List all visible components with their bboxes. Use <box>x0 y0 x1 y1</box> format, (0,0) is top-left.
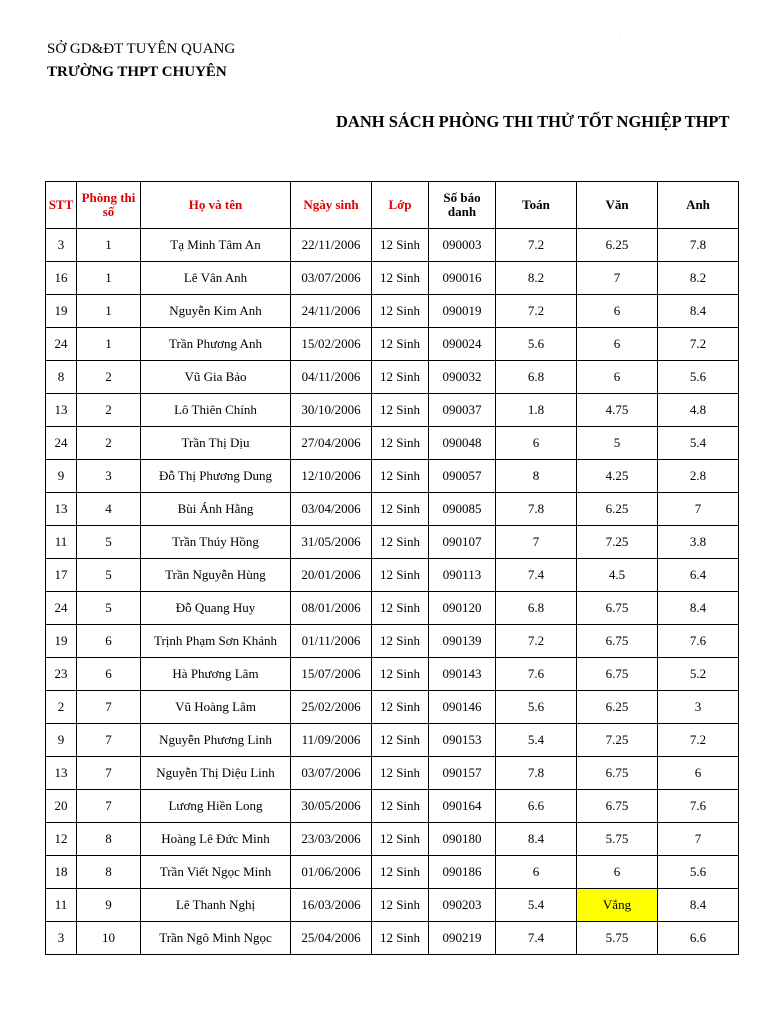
cell-name: Vũ Hoàng Lâm <box>141 691 291 724</box>
cell-dob: 11/09/2006 <box>291 724 372 757</box>
cell-sbd: 090219 <box>429 922 496 955</box>
cell-math: 5.6 <box>496 691 577 724</box>
col-header-sbd <box>429 182 496 229</box>
col-header-math: Toán <box>496 182 577 229</box>
cell-lit: 7 <box>577 262 658 295</box>
table-row <box>46 361 739 394</box>
cell-sbd: 090203 <box>429 889 496 922</box>
cell-eng: 6.6 <box>658 922 739 955</box>
table-row <box>46 229 739 262</box>
cell-lit: 6.75 <box>577 658 658 691</box>
cell-eng: 8.2 <box>658 262 739 295</box>
cell-sbd: 090139 <box>429 625 496 658</box>
cell-name: Nguyễn Phương Linh <box>141 724 291 757</box>
cell-math: 8.2 <box>496 262 577 295</box>
cell-room: 7 <box>77 724 141 757</box>
cell-stt: 13 <box>46 493 77 526</box>
cell-class: 12 Sinh <box>372 394 429 427</box>
col-header-eng: Anh <box>658 182 739 229</box>
cell-eng: 5.2 <box>658 658 739 691</box>
cell-stt: 9 <box>46 724 77 757</box>
cell-stt: 19 <box>46 295 77 328</box>
cell-eng: 2.8 <box>658 460 739 493</box>
cell-name: Lương Hiền Long <box>141 790 291 823</box>
cell-class: 12 Sinh <box>372 427 429 460</box>
cell-name: Lê Vân Anh <box>141 262 291 295</box>
faint-watermark-text: · · · · · · <box>600 32 652 42</box>
cell-lit: 6 <box>577 856 658 889</box>
cell-stt: 23 <box>46 658 77 691</box>
cell-sbd: 090032 <box>429 361 496 394</box>
cell-room: 1 <box>77 262 141 295</box>
cell-eng: 8.4 <box>658 295 739 328</box>
cell-class: 12 Sinh <box>372 757 429 790</box>
cell-sbd: 090164 <box>429 790 496 823</box>
exam-room-table <box>45 181 739 955</box>
cell-dob: 08/01/2006 <box>291 592 372 625</box>
table-row <box>46 559 739 592</box>
cell-name: Nguyễn Thị Diệu Linh <box>141 757 291 790</box>
cell-sbd: 090016 <box>429 262 496 295</box>
cell-eng: 8.4 <box>658 592 739 625</box>
cell-dob: 12/10/2006 <box>291 460 372 493</box>
cell-stt: 12 <box>46 823 77 856</box>
page-title: DANH SÁCH PHÒNG THI THỬ TỐT NGHIỆP THPT <box>336 112 730 131</box>
cell-stt: 13 <box>46 757 77 790</box>
cell-name: Tạ Minh Tâm An <box>141 229 291 262</box>
cell-dob: 20/01/2006 <box>291 559 372 592</box>
col-header-lit: Văn <box>577 182 658 229</box>
cell-room: 5 <box>77 526 141 559</box>
cell-room: 9 <box>77 889 141 922</box>
cell-lit: 4.5 <box>577 559 658 592</box>
cell-sbd: 090019 <box>429 295 496 328</box>
cell-room: 1 <box>77 295 141 328</box>
cell-class: 12 Sinh <box>372 229 429 262</box>
cell-stt: 17 <box>46 559 77 592</box>
table-row <box>46 658 739 691</box>
cell-name: Nguyễn Kim Anh <box>141 295 291 328</box>
cell-dob: 30/05/2006 <box>291 790 372 823</box>
table-row <box>46 724 739 757</box>
cell-lit: 6.75 <box>577 790 658 823</box>
table-row <box>46 493 739 526</box>
cell-name: Trần Ngô Minh Ngọc <box>141 922 291 955</box>
cell-lit: 6 <box>577 295 658 328</box>
cell-math: 7.4 <box>496 922 577 955</box>
cell-sbd: 090048 <box>429 427 496 460</box>
table-row <box>46 262 739 295</box>
col-header-sbd-line2: danh <box>447 204 477 219</box>
cell-eng: 4.8 <box>658 394 739 427</box>
cell-name: Hoàng Lê Đức Minh <box>141 823 291 856</box>
cell-name: Lô Thiên Chính <box>141 394 291 427</box>
cell-stt: 3 <box>46 922 77 955</box>
cell-dob: 03/04/2006 <box>291 493 372 526</box>
cell-lit: 5.75 <box>577 922 658 955</box>
cell-math: 6.8 <box>496 592 577 625</box>
cell-dob: 15/02/2006 <box>291 328 372 361</box>
cell-eng: 5.6 <box>658 856 739 889</box>
cell-sbd: 090143 <box>429 658 496 691</box>
cell-class: 12 Sinh <box>372 526 429 559</box>
cell-class: 12 Sinh <box>372 823 429 856</box>
cell-eng: 7.8 <box>658 229 739 262</box>
cell-math: 6 <box>496 427 577 460</box>
table-row <box>46 757 739 790</box>
table-row <box>46 592 739 625</box>
cell-class: 12 Sinh <box>372 790 429 823</box>
cell-sbd: 090157 <box>429 757 496 790</box>
cell-sbd: 090085 <box>429 493 496 526</box>
table-row <box>46 427 739 460</box>
cell-sbd: 090180 <box>429 823 496 856</box>
cell-class: 12 Sinh <box>372 295 429 328</box>
cell-lit: 6.75 <box>577 592 658 625</box>
table-row <box>46 328 739 361</box>
cell-lit: 4.75 <box>577 394 658 427</box>
cell-name: Trần Nguyễn Hùng <box>141 559 291 592</box>
cell-sbd: 090107 <box>429 526 496 559</box>
cell-class: 12 Sinh <box>372 262 429 295</box>
col-header-sbd-line1: Số báo <box>443 190 481 205</box>
cell-lit: 4.25 <box>577 460 658 493</box>
cell-class: 12 Sinh <box>372 592 429 625</box>
table-row <box>46 823 739 856</box>
cell-room: 6 <box>77 625 141 658</box>
cell-room: 8 <box>77 823 141 856</box>
cell-lit: Vắng <box>577 889 658 922</box>
cell-math: 6.6 <box>496 790 577 823</box>
table-row <box>46 790 739 823</box>
table-row <box>46 691 739 724</box>
cell-room: 10 <box>77 922 141 955</box>
cell-math: 7.8 <box>496 757 577 790</box>
cell-eng: 6.4 <box>658 559 739 592</box>
cell-eng: 6 <box>658 757 739 790</box>
cell-dob: 31/05/2006 <box>291 526 372 559</box>
cell-name: Đỗ Thị Phương Dung <box>141 460 291 493</box>
cell-name: Trần Viết Ngọc Minh <box>141 856 291 889</box>
cell-stt: 20 <box>46 790 77 823</box>
cell-name: Hà Phương Lâm <box>141 658 291 691</box>
department-name: SỞ GD&ĐT TUYÊN QUANG <box>47 41 236 57</box>
cell-lit: 6 <box>577 361 658 394</box>
col-header-room: Phòng thi số <box>77 182 141 229</box>
table-row <box>46 922 739 955</box>
table-row <box>46 889 739 922</box>
cell-eng: 3.8 <box>658 526 739 559</box>
cell-eng: 5.6 <box>658 361 739 394</box>
cell-math: 1.8 <box>496 394 577 427</box>
cell-stt: 16 <box>46 262 77 295</box>
cell-room: 7 <box>77 757 141 790</box>
table-row <box>46 625 739 658</box>
cell-room: 2 <box>77 427 141 460</box>
table-row <box>46 460 739 493</box>
cell-class: 12 Sinh <box>372 856 429 889</box>
cell-room: 3 <box>77 460 141 493</box>
cell-math: 6.8 <box>496 361 577 394</box>
cell-sbd: 090037 <box>429 394 496 427</box>
cell-room: 8 <box>77 856 141 889</box>
cell-name: Bùi Ánh Hằng <box>141 493 291 526</box>
cell-room: 5 <box>77 559 141 592</box>
cell-eng: 7.6 <box>658 625 739 658</box>
cell-eng: 7 <box>658 823 739 856</box>
cell-math: 7.4 <box>496 559 577 592</box>
cell-math: 5.6 <box>496 328 577 361</box>
cell-lit: 5 <box>577 427 658 460</box>
cell-name: Đỗ Quang Huy <box>141 592 291 625</box>
cell-class: 12 Sinh <box>372 625 429 658</box>
cell-class: 12 Sinh <box>372 559 429 592</box>
cell-stt: 18 <box>46 856 77 889</box>
cell-math: 7.6 <box>496 658 577 691</box>
cell-eng: 3 <box>658 691 739 724</box>
cell-dob: 27/04/2006 <box>291 427 372 460</box>
cell-stt: 8 <box>46 361 77 394</box>
table-row <box>46 856 739 889</box>
cell-name: Vũ Gia Bảo <box>141 361 291 394</box>
table-row <box>46 295 739 328</box>
cell-room: 4 <box>77 493 141 526</box>
cell-sbd: 090024 <box>429 328 496 361</box>
cell-eng: 7.2 <box>658 328 739 361</box>
cell-sbd: 090153 <box>429 724 496 757</box>
cell-stt: 19 <box>46 625 77 658</box>
cell-dob: 04/11/2006 <box>291 361 372 394</box>
cell-stt: 24 <box>46 427 77 460</box>
cell-math: 7 <box>496 526 577 559</box>
cell-math: 8.4 <box>496 823 577 856</box>
cell-eng: 8.4 <box>658 889 739 922</box>
cell-class: 12 Sinh <box>372 328 429 361</box>
cell-name: Trịnh Phạm Sơn Khánh <box>141 625 291 658</box>
cell-lit: 6.25 <box>577 493 658 526</box>
cell-dob: 30/10/2006 <box>291 394 372 427</box>
cell-dob: 22/11/2006 <box>291 229 372 262</box>
cell-eng: 7.6 <box>658 790 739 823</box>
cell-name: Trần Phương Anh <box>141 328 291 361</box>
cell-stt: 11 <box>46 526 77 559</box>
cell-stt: 9 <box>46 460 77 493</box>
cell-dob: 24/11/2006 <box>291 295 372 328</box>
col-header-class: Lớp <box>372 182 429 229</box>
cell-dob: 01/11/2006 <box>291 625 372 658</box>
cell-class: 12 Sinh <box>372 460 429 493</box>
cell-class: 12 Sinh <box>372 922 429 955</box>
cell-dob: 03/07/2006 <box>291 262 372 295</box>
cell-stt: 3 <box>46 229 77 262</box>
cell-room: 7 <box>77 790 141 823</box>
table-row <box>46 394 739 427</box>
cell-dob: 01/06/2006 <box>291 856 372 889</box>
cell-math: 8 <box>496 460 577 493</box>
cell-room: 1 <box>77 229 141 262</box>
cell-math: 7.8 <box>496 493 577 526</box>
col-header-stt: STT <box>46 182 77 229</box>
cell-class: 12 Sinh <box>372 691 429 724</box>
cell-sbd: 090120 <box>429 592 496 625</box>
cell-math: 7.2 <box>496 625 577 658</box>
cell-lit: 6 <box>577 328 658 361</box>
cell-stt: 11 <box>46 889 77 922</box>
cell-dob: 25/02/2006 <box>291 691 372 724</box>
cell-dob: 03/07/2006 <box>291 757 372 790</box>
cell-sbd: 090057 <box>429 460 496 493</box>
cell-room: 6 <box>77 658 141 691</box>
cell-name: Trần Thúy Hồng <box>141 526 291 559</box>
cell-name: Lê Thanh Nghị <box>141 889 291 922</box>
cell-lit: 6.25 <box>577 691 658 724</box>
cell-math: 5.4 <box>496 724 577 757</box>
cell-lit: 7.25 <box>577 526 658 559</box>
cell-room: 2 <box>77 394 141 427</box>
cell-math: 5.4 <box>496 889 577 922</box>
cell-stt: 24 <box>46 592 77 625</box>
cell-name: Trần Thị Dịu <box>141 427 291 460</box>
cell-eng: 7 <box>658 493 739 526</box>
col-header-name: Họ và tên <box>141 182 291 229</box>
cell-dob: 16/03/2006 <box>291 889 372 922</box>
cell-room: 7 <box>77 691 141 724</box>
cell-sbd: 090003 <box>429 229 496 262</box>
cell-math: 7.2 <box>496 229 577 262</box>
cell-lit: 6.75 <box>577 625 658 658</box>
cell-dob: 15/07/2006 <box>291 658 372 691</box>
cell-dob: 23/03/2006 <box>291 823 372 856</box>
school-name: TRƯỜNG THPT CHUYÊN <box>47 64 227 80</box>
cell-stt: 13 <box>46 394 77 427</box>
cell-lit: 6.75 <box>577 757 658 790</box>
cell-dob: 25/04/2006 <box>291 922 372 955</box>
cell-class: 12 Sinh <box>372 724 429 757</box>
cell-eng: 5.4 <box>658 427 739 460</box>
cell-stt: 2 <box>46 691 77 724</box>
table-row <box>46 526 739 559</box>
cell-math: 7.2 <box>496 295 577 328</box>
cell-eng: 7.2 <box>658 724 739 757</box>
cell-sbd: 090186 <box>429 856 496 889</box>
cell-room: 2 <box>77 361 141 394</box>
cell-lit: 5.75 <box>577 823 658 856</box>
cell-lit: 6.25 <box>577 229 658 262</box>
cell-room: 1 <box>77 328 141 361</box>
cell-class: 12 Sinh <box>372 658 429 691</box>
table-header-row <box>46 182 739 229</box>
cell-class: 12 Sinh <box>372 361 429 394</box>
col-header-dob: Ngày sinh <box>291 182 372 229</box>
cell-stt: 24 <box>46 328 77 361</box>
cell-class: 12 Sinh <box>372 493 429 526</box>
cell-room: 5 <box>77 592 141 625</box>
cell-class: 12 Sinh <box>372 889 429 922</box>
cell-sbd: 090146 <box>429 691 496 724</box>
cell-math: 6 <box>496 856 577 889</box>
cell-sbd: 090113 <box>429 559 496 592</box>
cell-lit: 7.25 <box>577 724 658 757</box>
